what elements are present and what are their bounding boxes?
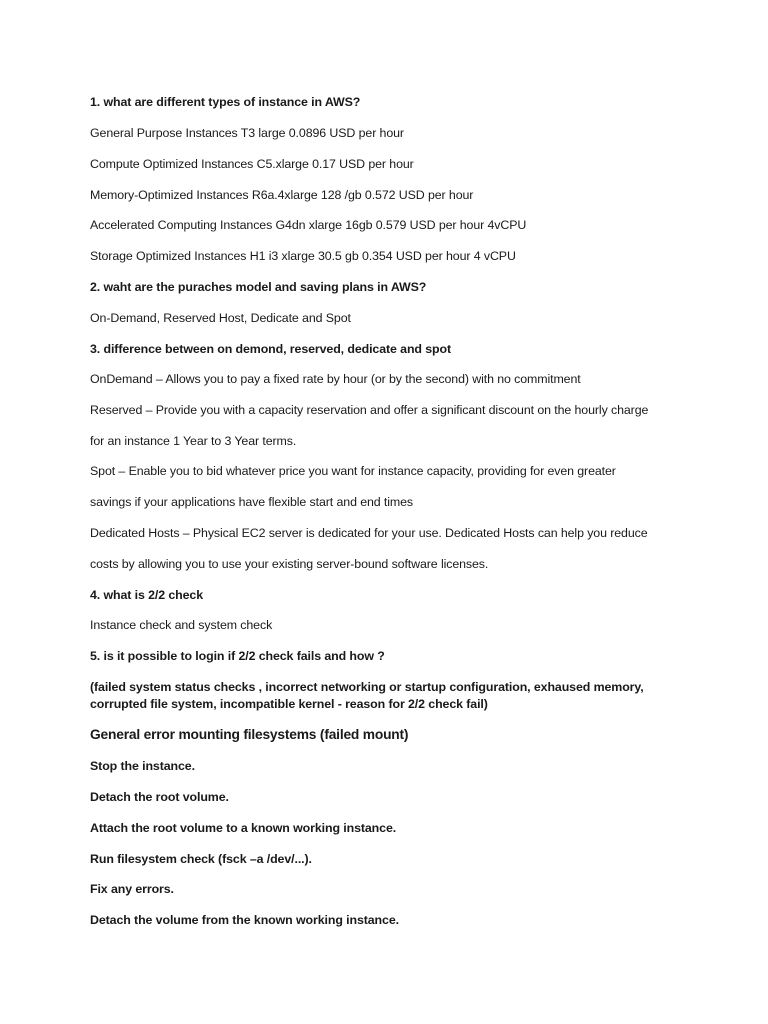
- q1-line-compute-optimized: Compute Optimized Instances C5.xlarge 0.17 USD per hour: [90, 157, 414, 171]
- step-item: Detach the root volume.: [90, 790, 229, 804]
- q5-reason: (failed system status checks , incorrect networking or startup configuration, exhaused memory, corrupted file system, incompatible kernel - reason for 2/2 check fail): [90, 680, 644, 711]
- q1-line-storage-optimized: Storage Optimized Instances H1 i3 xlarge 30.5 gb 0.354 USD per hour 4 vCPU: [90, 249, 516, 263]
- q4-answer: Instance check and system check: [90, 618, 273, 632]
- q1-line-accelerated-computing: Accelerated Computing Instances G4dn xlarge 16gb 0.579 USD per hour 4vCPU: [90, 218, 527, 232]
- question-1: 1. what are different types of instance in AWS?: [90, 95, 361, 109]
- question-4: 4. what is 2/2 check: [90, 588, 204, 602]
- q3-line-ondemand: OnDemand – Allows you to pay a fixed rate by hour (or by the second) with no commitment: [90, 372, 581, 386]
- question-3: 3. difference between on demond, reserved, dedicate and spot: [90, 342, 451, 356]
- q1-line-memory-optimized: Memory-Optimized Instances R6a.4xlarge 128 /gb 0.572 USD per hour: [90, 188, 474, 202]
- q1-line-general-purpose: General Purpose Instances T3 large 0.0896 USD per hour: [90, 126, 404, 140]
- q3-line-spot: Spot – Enable you to bid whatever price you want for instance capacity, providing for even greater: [90, 464, 616, 478]
- step-item: Attach the root volume to a known working instance.: [90, 821, 397, 835]
- step-item: Stop the instance.: [90, 759, 195, 773]
- q2-answer: On-Demand, Reserved Host, Dedicate and Spot: [90, 311, 351, 325]
- step-item: Fix any errors.: [90, 882, 174, 896]
- q3-line-dedicated: Dedicated Hosts – Physical EC2 server is dedicated for your use. Dedicated Hosts can help you reduce: [90, 526, 648, 540]
- section-heading: General error mounting filesystems (failed mount): [90, 727, 409, 742]
- q3-line-reserved-cont: for an instance 1 Year to 3 Year terms.: [90, 434, 297, 448]
- q3-line-spot-cont: savings if your applications have flexible start and end times: [90, 495, 414, 509]
- q3-line-reserved: Reserved – Provide you with a capacity reservation and offer a significant discount on the hourly charge: [90, 403, 649, 417]
- step-item: Run filesystem check (fsck –a /dev/...).: [90, 852, 312, 866]
- step-item: Detach the volume from the known working instance.: [90, 913, 399, 927]
- q3-line-dedicated-cont: costs by allowing you to use your existing server-bound software licenses.: [90, 557, 489, 571]
- question-2: 2. waht are the puraches model and saving plans in AWS?: [90, 280, 427, 294]
- question-5: 5. is it possible to login if 2/2 check fails and how ?: [90, 649, 385, 663]
